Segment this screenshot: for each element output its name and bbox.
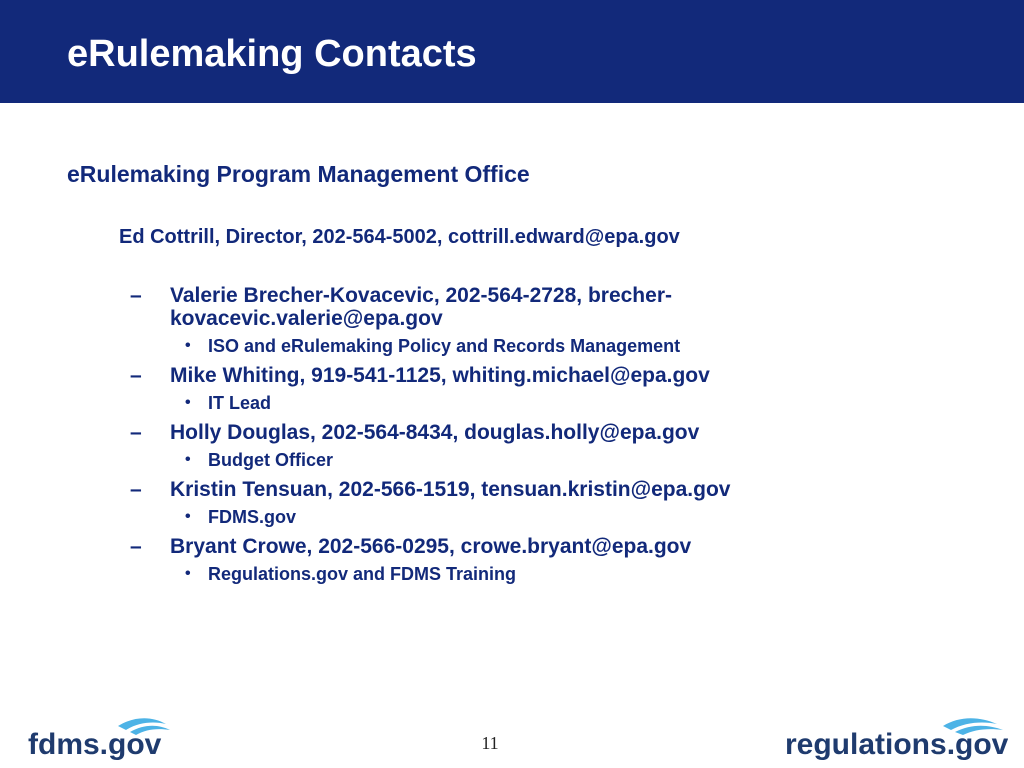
role-text: ISO and eRulemaking Policy and Records Management [208, 336, 681, 356]
title-bar [0, 0, 1024, 103]
role-text: IT Lead [208, 393, 272, 413]
role-text: FDMS.gov [208, 507, 296, 527]
logo-wordmark: fdms.gov [28, 728, 162, 761]
role-item [170, 563, 770, 585]
list-item [130, 535, 770, 585]
bullet-marker: • [185, 508, 191, 525]
contact-line: Bryant Crowe, 202-566-0295, crowe.bryant@epa.gov [170, 535, 692, 558]
role-text: Regulations.gov and FDMS Training [208, 564, 517, 584]
dash-marker: – [130, 364, 142, 387]
list-item [130, 421, 770, 471]
contact-list [130, 284, 770, 592]
fdms-logo [26, 712, 176, 764]
page-number: 11 [481, 733, 499, 753]
dash-marker: – [130, 535, 142, 558]
list-item [130, 364, 770, 414]
role-text: Budget Officer [208, 450, 334, 470]
bullet-marker: • [185, 565, 191, 582]
role-item [170, 449, 770, 471]
page-title: eRulemaking Contacts [67, 33, 477, 75]
contact-line: Mike Whiting, 919-541-1125, whiting.michael@epa.gov [170, 364, 710, 387]
dash-marker: – [130, 284, 142, 307]
section-heading: eRulemaking Program Management Office [67, 161, 530, 187]
role-item [170, 392, 770, 414]
contact-line: Valerie Brecher-Kovacevic, 202-564-2728, brecher-kovacevic.valerie@epa.gov [170, 284, 672, 330]
dash-marker: – [130, 478, 142, 501]
bullet-marker: • [185, 451, 191, 468]
logo-wordmark: regulations.gov [785, 728, 1008, 761]
list-item [130, 284, 770, 357]
regulations-logo [783, 712, 1008, 764]
role-item [170, 335, 770, 357]
list-item [130, 478, 770, 528]
contact-line: Holly Douglas, 202-564-8434, douglas.holly@epa.gov [170, 421, 700, 444]
director-contact: Ed Cottrill, Director, 202-564-5002, cottrill.edward@epa.gov [119, 226, 680, 248]
dash-marker: – [130, 421, 142, 444]
role-item [170, 506, 770, 528]
bullet-marker: • [185, 337, 191, 354]
contact-line: Kristin Tensuan, 202-566-1519, tensuan.kristin@epa.gov [170, 478, 731, 501]
bullet-marker: • [185, 394, 191, 411]
